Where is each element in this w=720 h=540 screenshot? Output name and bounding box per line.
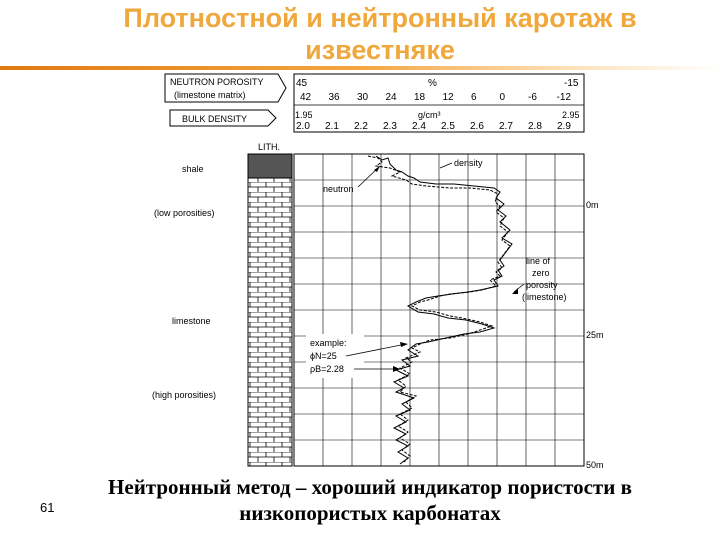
shale-fill xyxy=(248,154,292,178)
neutron-tick-label: -12 xyxy=(556,92,571,103)
neutron-tick-label: 30 xyxy=(357,92,369,103)
neutron-tick-label: 42 xyxy=(300,92,312,103)
caption-line-1: Нейтронный метод – хороший индикатор пористости в xyxy=(108,475,632,499)
density-tick-label: 2.5 xyxy=(441,121,455,132)
neutron-tick-label: 6 xyxy=(471,92,477,103)
neutron-unit: % xyxy=(428,78,437,89)
example-label: example: xyxy=(310,338,347,348)
density-tick-label: 2.6 xyxy=(470,121,484,132)
lith-limestone: limestone xyxy=(172,316,211,326)
density-tick-label: 2.2 xyxy=(354,121,368,132)
lith-high-porosities: (high porosities) xyxy=(152,390,217,400)
neutron-tick-label: -6 xyxy=(528,92,537,103)
neutron-curve-label: neutron xyxy=(323,184,354,194)
zero-porosity-line-2: zero xyxy=(532,268,550,278)
density-tick-label: 2.0 xyxy=(296,121,310,132)
depth-25m: 25m xyxy=(586,330,604,340)
zero-porosity-line-1: line of xyxy=(526,256,551,266)
neutron-scale-max: 45 xyxy=(296,78,308,89)
depth-0m: 0m xyxy=(586,200,599,210)
title-line-2: известняке xyxy=(305,35,455,65)
density-curve-label: density xyxy=(454,158,483,168)
density-scale-ticks xyxy=(296,121,571,132)
depth-50m: 50m xyxy=(586,460,604,470)
neutron-tick-label: 0 xyxy=(499,92,506,103)
log-track xyxy=(294,154,584,466)
neutron-scale-min: -15 xyxy=(564,78,579,89)
density-scale-min: 1.95 xyxy=(295,110,313,120)
slide-title xyxy=(40,2,720,66)
density-tick-label: 2.9 xyxy=(557,121,571,132)
density-tick-label: 2.4 xyxy=(412,121,426,132)
example-density: ρB=2.28 xyxy=(310,364,344,374)
density-unit: g/cm³ xyxy=(418,110,441,120)
limestone-matrix-label: (limestone matrix) xyxy=(174,90,246,100)
density-scale-max: 2.95 xyxy=(562,110,580,120)
lith-low-porosities: (low porosities) xyxy=(154,208,215,218)
zero-porosity-line-4: (limestone) xyxy=(522,292,567,302)
neutron-tick-label: 24 xyxy=(385,92,397,103)
title-underline xyxy=(0,66,720,70)
scale-header xyxy=(294,74,584,132)
density-tick-label: 2.3 xyxy=(383,121,397,132)
neutron-tick-label: 12 xyxy=(442,92,454,103)
neutron-porosity-label: NEUTRON POROSITY xyxy=(170,77,264,87)
limestone-bricks xyxy=(248,178,292,466)
slide-caption xyxy=(40,474,700,526)
lith-shale: shale xyxy=(182,164,204,174)
bulk-density-label: BULK DENSITY xyxy=(182,114,248,124)
well-log-figure xyxy=(150,72,610,472)
lithology-column xyxy=(248,142,292,466)
neutron-scale-ticks xyxy=(300,92,571,103)
title-line-1: Плотностной и нейтронный каротаж в xyxy=(123,3,637,33)
caption-line-2: низкопористых карбонатах xyxy=(239,501,501,525)
example-neutron: ϕN=25 xyxy=(310,351,337,361)
zero-porosity-line-3: porosity xyxy=(526,280,558,290)
neutron-tick-label: 18 xyxy=(414,92,426,103)
header-labels xyxy=(165,74,286,126)
density-tick-label: 2.8 xyxy=(528,121,542,132)
slide-number: 61 xyxy=(40,500,55,515)
density-tick-label: 2.7 xyxy=(499,121,513,132)
neutron-tick-label: 36 xyxy=(328,92,340,103)
density-tick-label: 2.1 xyxy=(325,121,339,132)
lith-label: LITH. xyxy=(258,142,281,152)
